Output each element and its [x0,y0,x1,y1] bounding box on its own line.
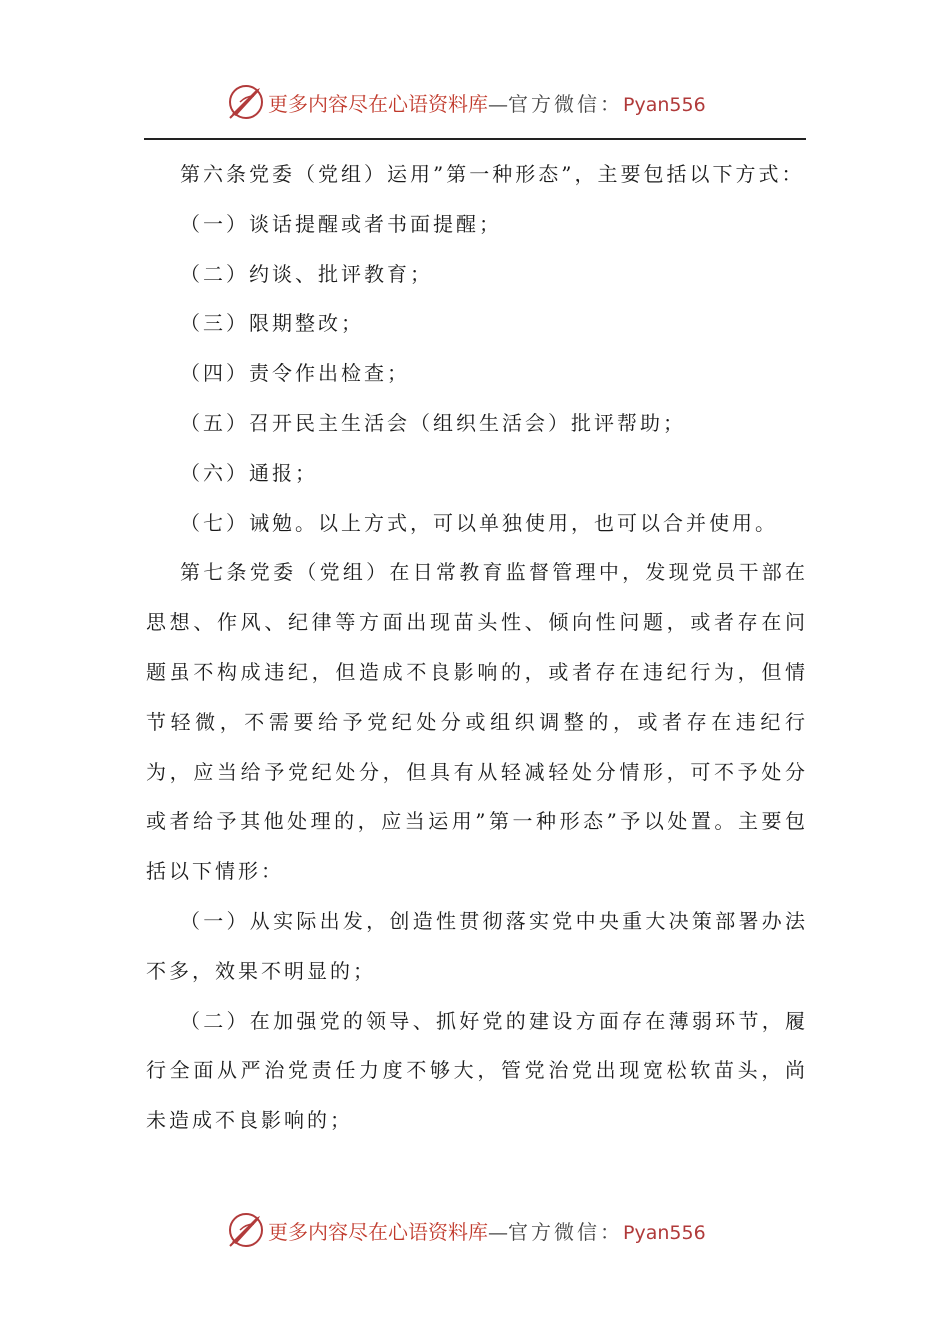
paragraph: （六）通报； [180,460,318,485]
footer-brand [268,1216,706,1245]
footer-brand-name: 更多内容尽在心语资料库 [268,1220,488,1244]
header-divider [144,138,806,140]
paragraph: （二）约谈、批评教育； [180,261,433,286]
footer-wechat-label: 官方微信： [508,1220,623,1244]
quill-logo-icon [226,82,266,122]
paragraph: （五）召开民主生活会（组织生活会）批评帮助； [180,410,686,435]
page-footer [0,1206,950,1256]
paragraph: 第六条党委（党组）运用”第一种形态”，主要包括以下方式： [180,162,805,186]
page-header [0,78,950,128]
footer-dash: — [488,1220,508,1244]
quill-logo-icon [226,1210,266,1250]
paragraph: （三）限期整改； [180,311,364,336]
footer-wechat-id: Pyan556 [623,1222,706,1244]
header-brand [268,88,706,117]
header-brand-name: 更多内容尽在心语资料库 [268,92,488,116]
paragraph: （一）谈话提醒或者书面提醒； [180,211,502,236]
paragraph: （七）诫勉。以上方式，可以单独使用，也可以合并使用。 [180,510,778,535]
header-wechat-label: 官方微信： [508,92,623,116]
paragraph: 第七条党委（党组）在日常教育监督管理中，发现党员干部在思想、作风、纪律等方面出现苗头性、倾向性问题，或者存在问题虽不构成违纪，但造成不良影响的，或者存在违纪行为，但情节轻微，不需要给予党纪处分或组织调整的，或者存在违纪行为，应当给予党纪处分，但具有从轻减轻处分情形，可不予处分或者给予其他处理的，应当运用”第一种形态”予以处置。主要包括以下情形： [146,560,808,884]
document-body [146,150,808,1146]
header-dash: — [488,92,508,116]
paragraph: （四）责令作出检查； [180,361,410,386]
header-wechat-id: Pyan556 [623,94,706,116]
paragraph: （二）在加强党的领导、抓好党的建设方面存在薄弱环节，履行全面从严治党责任力度不够大，管党治党出现宽松软苗头，尚未造成不良影响的； [146,1008,808,1133]
paragraph: （一）从实际出发，创造性贯彻落实党中央重大决策部署办法不多，效果不明显的； [146,908,808,983]
